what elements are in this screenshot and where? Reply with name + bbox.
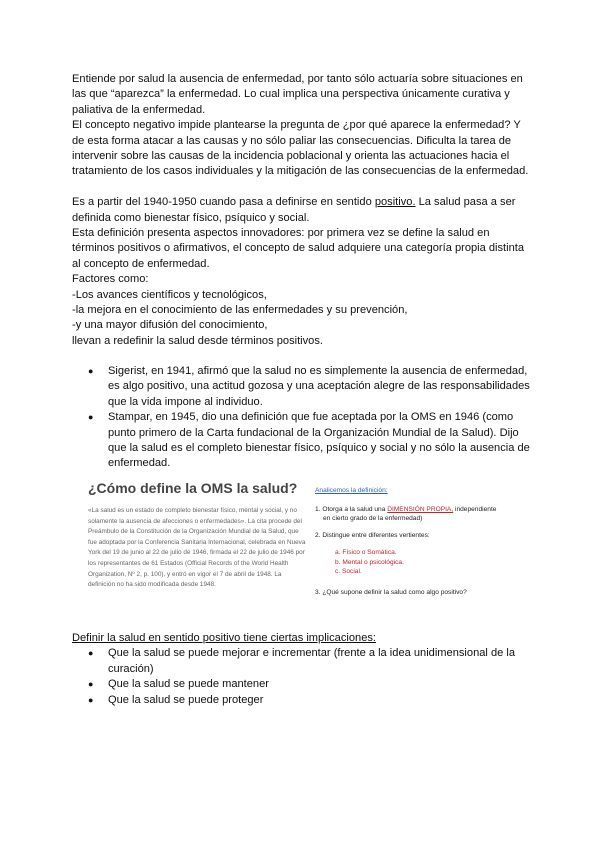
analysis-subitem: b. Mental o psicológica. bbox=[335, 558, 404, 566]
factor-item: -Los avances científicos y tecnológicos, bbox=[72, 288, 267, 301]
paragraph-factors-heading: Factores como: bbox=[72, 273, 149, 286]
paragraph-negative-concept: Entiende por salud la ausencia de enfermedad, por tanto sólo actuaría sobre situaciones en las que “aparezca” la enfermedad. Lo cual implica una perspectiva únicamente curativa y paliativa de la enfermedad. bbox=[72, 73, 523, 116]
paragraph-implications-heading: Definir la salud en sentido positivo tiene ciertas implicaciones: bbox=[72, 632, 377, 644]
analysis-item-1-continued: en cierto grado de la enfermedad) bbox=[323, 515, 423, 522]
paragraph-redefine: llevan a redefinir la salud desde términos positivos. bbox=[72, 334, 323, 347]
bullet-item-sigerist: ● Sigerist, en 1941, afirmó que la salud no es simplemente la ausencia de enfermedad, es algo positivo, una actitud gozosa y una aceptación alegre de las responsabilidades que la vida impone al individuo. bbox=[72, 364, 532, 410]
paragraph-innovative-aspects: Esta definición presenta aspectos innovadores: por primera vez se define la salud en términos positivos o afirmativos, el concepto de salud adquiere una categoría propia distinta al concepto de enfermedad. bbox=[72, 227, 525, 270]
paragraph-negative-consequences: El concepto negativo impide plantearse la pregunta de ¿por qué aparece la enfermedad? Y de esta forma atacar a las causas y no sólo paliar las consecuencias. Dificulta la tarea de intervenir sobre las causas de la incidencia poblacional y orienta las actuaciones hacia el tratamiento de los casos individuales y la mitigación de las consecuencias de la enfermedad. bbox=[72, 119, 529, 178]
spacer bbox=[72, 180, 532, 195]
bullet-item-maintain: ● Que la salud se puede mantener bbox=[72, 677, 532, 692]
bullet-list-implications bbox=[72, 646, 532, 708]
paragraph-text: Es a partir del 1940-1950 cuando pasa a definirse en sentido bbox=[72, 196, 375, 209]
figure-analysis bbox=[315, 486, 530, 597]
analysis-item-3: 3. ¿Qué supone definir la salud como algo positivo? bbox=[315, 588, 467, 596]
text-block-intro bbox=[72, 72, 532, 349]
factor-item: -y una mayor difusión del conocimiento, bbox=[72, 319, 268, 332]
bullet-item-stampar: ● Stampar, en 1945, dio una definición que fue aceptada por la OMS en 1946 (como punto primero de la Carta fundacional de la Organización Mundial de la Salud). Dijo que la salud es el completo bienestar físico, psíquico y social y no sólo la ausencia de enfermedad. bbox=[72, 410, 532, 472]
text-block-implications bbox=[72, 631, 532, 708]
bullet-list-authors bbox=[72, 364, 532, 472]
analysis-link[interactable]: Analicemos la definición: bbox=[315, 487, 388, 494]
underlined-word: positivo. bbox=[374, 196, 416, 209]
analysis-item-1 bbox=[315, 505, 530, 514]
analysis-text: independiente bbox=[453, 506, 497, 513]
who-definition-figure bbox=[72, 472, 532, 622]
paragraph-text: La salud pasa a ser definida como bienestar físico, psíquico y social. bbox=[72, 196, 516, 224]
figure-title: ¿Cómo define la OMS la salud? bbox=[88, 480, 298, 496]
paragraph-positive-definition bbox=[72, 195, 532, 226]
text-block-authors bbox=[72, 364, 532, 472]
analysis-item-2: 2. Distingue entre diferentes vertientes: bbox=[315, 532, 430, 539]
analysis-subitem: c. Social. bbox=[335, 568, 362, 575]
figure-quote: «La salud es un estado de completo bienestar físico, mental y social, y no solamente la ausencia de afecciones o enfermedades». La cita procede del Preámbulo de la Constitución de la Organización Mundial de la Salud, que fue adoptada por la Conferencia Sanitaria Internacional, celebrada en Nueva York del 19 de junio al 22 de julio de 1946, firmada el 22 de julio de 1946 por los representantes de 61 Estados (Official Records of the World Health Organization, Nº 2, p. 100), y entró en vigor el 7 de abril de 1948. La definición no ha sido modificada desde 1948. bbox=[88, 507, 306, 589]
bullet-item-protect: ● Que la salud se puede proteger bbox=[72, 693, 532, 708]
bullet-item-improve: ● Que la salud se puede mejorar e incrementar (frente a la idea unidimensional de la curación) bbox=[72, 646, 532, 677]
factor-item: -la mejora en el conocimiento de las enfermedades y su prevención, bbox=[72, 304, 408, 317]
analysis-highlight: DIMENSIÓN PROPIA, bbox=[387, 506, 454, 513]
analysis-subitem: a. Físico o Somática. bbox=[335, 549, 397, 556]
analysis-text: 1. Otorga a la salud una bbox=[315, 506, 388, 513]
